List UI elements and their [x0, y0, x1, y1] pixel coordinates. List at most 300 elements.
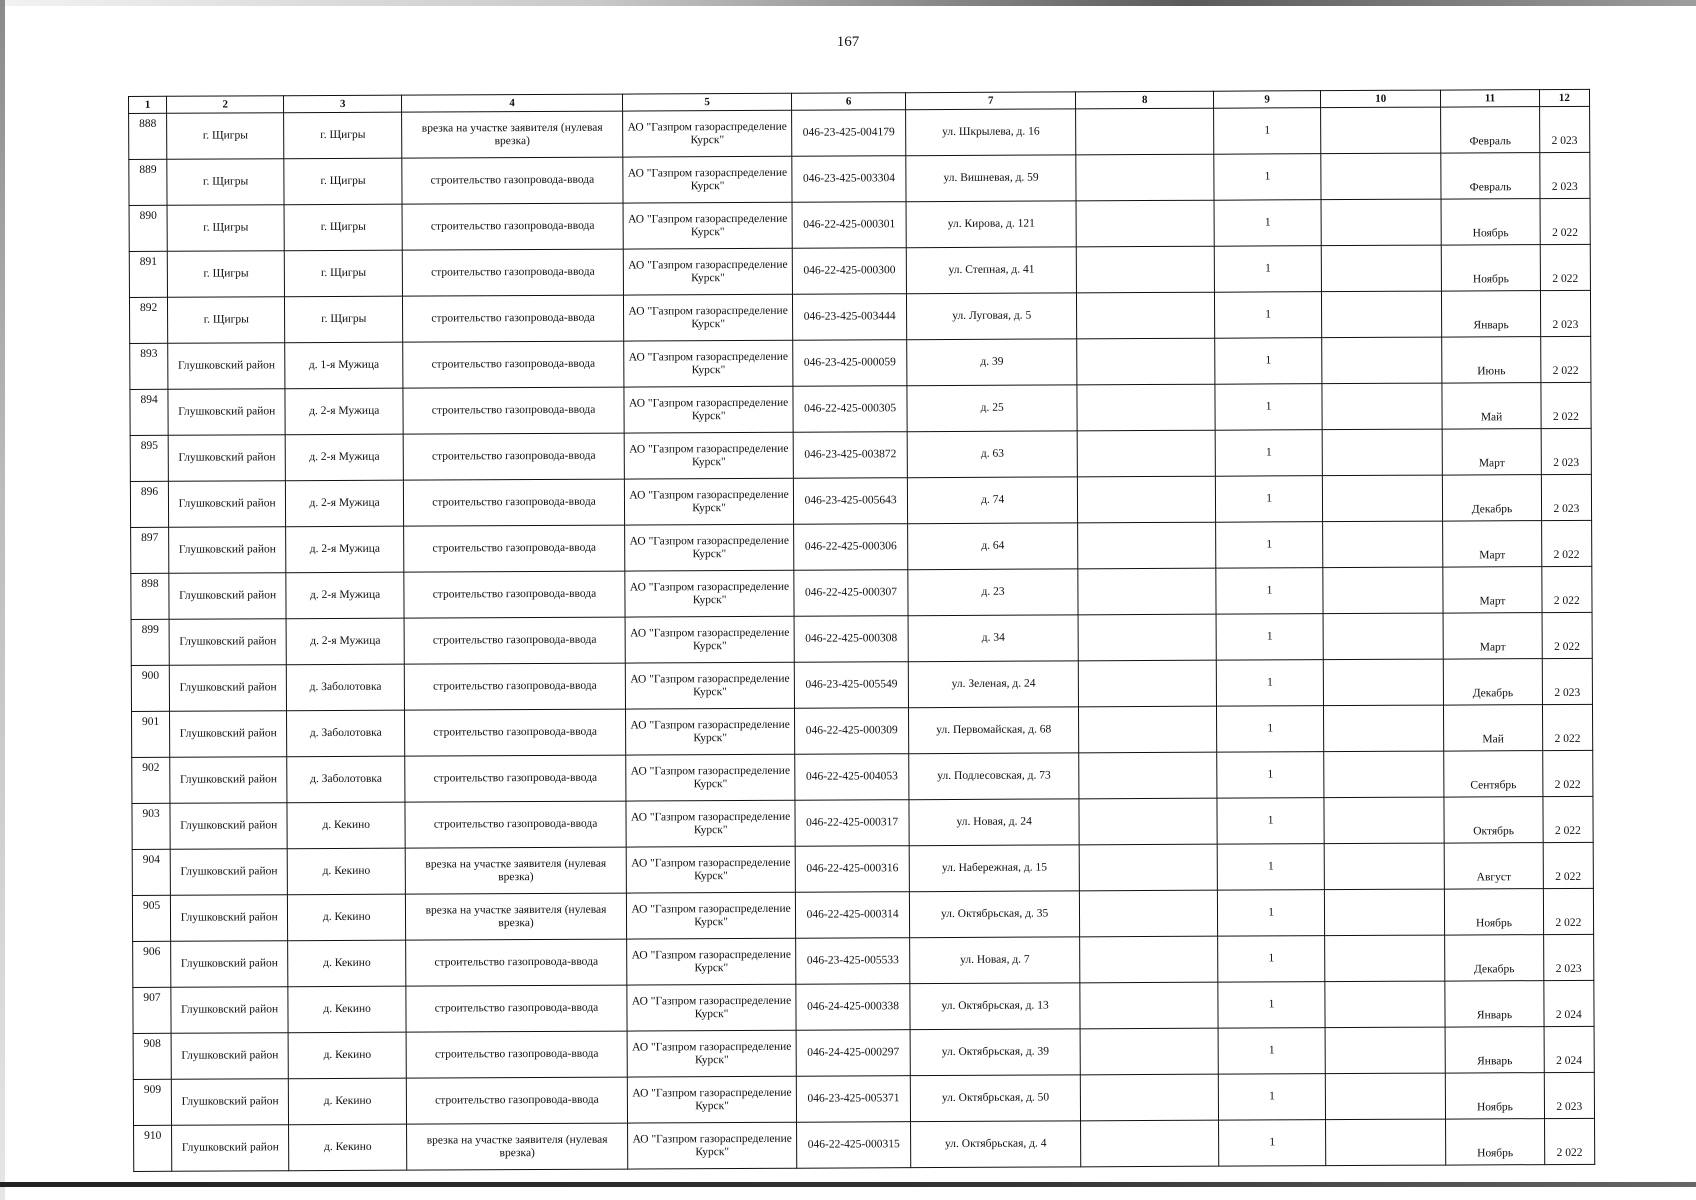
column-8-cell — [1080, 982, 1218, 1029]
organization-cell: АО "Газпром газораспределение Курск" — [625, 570, 795, 617]
work-type-cell: строительство газопровода-ввода — [403, 295, 624, 342]
organization-cell: АО "Газпром газораспределение Курск" — [627, 1122, 797, 1169]
column-10-cell — [1322, 291, 1442, 338]
month-cell: Ноябрь — [1441, 199, 1540, 245]
quantity-cell: 1 — [1216, 614, 1323, 661]
quantity-cell: 1 — [1215, 476, 1322, 523]
year-cell: 2 022 — [1543, 888, 1594, 934]
column-10-cell — [1321, 245, 1441, 292]
scan-edge-left — [0, 0, 5, 1200]
address-cell: ул. Первомайская, д. 68 — [908, 707, 1079, 754]
quantity-cell: 1 — [1217, 752, 1324, 799]
locality-cell: д. 2-я Мужица — [286, 618, 404, 665]
column-header-1: 1 — [129, 96, 167, 113]
locality-cell: д. 2-я Мужица — [285, 434, 403, 481]
locality-cell: д. Кекино — [287, 802, 405, 849]
organization-cell: АО "Газпром газораспределение Курск" — [625, 616, 795, 663]
column-header-3: 3 — [284, 95, 402, 113]
year-cell: 2 022 — [1540, 244, 1591, 290]
year-cell: 2 023 — [1539, 152, 1590, 198]
row-number-cell: 908 — [133, 1033, 171, 1079]
object-code-cell: 046-23-425-004179 — [792, 110, 906, 157]
locality-cell: д. Кекино — [288, 894, 406, 941]
month-cell: Ноябрь — [1446, 1073, 1545, 1119]
year-cell: 2 022 — [1543, 796, 1594, 842]
object-code-cell: 046-23-425-003304 — [792, 156, 906, 203]
quantity-cell: 1 — [1214, 108, 1321, 155]
row-number-cell: 892 — [129, 297, 167, 343]
locality-cell: д. 2-я Мужица — [285, 388, 403, 435]
quantity-cell: 1 — [1217, 890, 1324, 937]
table-row — [132, 796, 1593, 849]
district-cell: Глушковский район — [169, 527, 286, 574]
organization-cell: АО "Газпром газораспределение Курск" — [625, 708, 795, 755]
address-cell: ул. Вишневая, д. 59 — [906, 155, 1077, 202]
quantity-cell: 1 — [1217, 844, 1324, 891]
column-8-cell — [1078, 430, 1216, 477]
address-cell: ул. Новая, д. 7 — [910, 937, 1081, 984]
district-cell: Глушковский район — [172, 1079, 289, 1126]
row-number-cell: 899 — [131, 619, 169, 665]
quantity-cell: 1 — [1215, 338, 1322, 385]
work-type-cell: врезка на участке заявителя (нулевая врезка) — [407, 1123, 628, 1170]
organization-cell: АО "Газпром газораспределение Курск" — [624, 432, 794, 479]
year-cell: 2 022 — [1540, 336, 1591, 382]
row-number-cell: 893 — [130, 343, 168, 389]
work-type-cell: строительство газопровода-ввода — [404, 479, 625, 526]
district-cell: Глушковский район — [169, 481, 286, 528]
address-cell: д. 39 — [907, 339, 1078, 386]
row-number-cell: 904 — [132, 849, 170, 895]
address-cell: ул. Новая, д. 24 — [909, 799, 1080, 846]
column-8-cell — [1077, 384, 1215, 431]
column-10-cell — [1324, 705, 1444, 752]
row-number-cell: 906 — [133, 941, 171, 987]
column-10-cell — [1321, 199, 1441, 246]
column-8-cell — [1079, 706, 1217, 753]
locality-cell: д. Кекино — [288, 986, 406, 1033]
column-10-cell — [1323, 659, 1443, 706]
address-cell: ул. Луговая, д. 5 — [906, 293, 1077, 340]
month-cell: Сентябрь — [1444, 751, 1543, 797]
year-cell: 2 022 — [1544, 1118, 1595, 1164]
quantity-cell: 1 — [1215, 292, 1322, 339]
address-cell: ул. Октябрьская, д. 50 — [910, 1075, 1081, 1122]
work-type-cell: строительство газопровода-ввода — [404, 525, 625, 572]
work-type-cell: строительство газопровода-ввода — [404, 571, 625, 618]
column-header-8: 8 — [1076, 91, 1214, 109]
object-code-cell: 046-23-425-000059 — [793, 340, 907, 387]
column-header-9: 9 — [1214, 91, 1321, 109]
quantity-cell: 1 — [1216, 568, 1323, 615]
object-code-cell: 046-22-425-000309 — [795, 708, 909, 755]
column-8-cell — [1077, 246, 1215, 293]
work-type-cell: строительство газопровода-ввода — [406, 1031, 627, 1078]
row-number-cell: 902 — [132, 757, 170, 803]
table-row — [129, 198, 1590, 251]
column-8-cell — [1078, 568, 1216, 615]
column-header-12: 12 — [1539, 89, 1589, 106]
object-code-cell: 046-23-425-005643 — [794, 478, 908, 525]
column-10-cell — [1322, 429, 1442, 476]
locality-cell: д. Кекино — [288, 940, 406, 987]
month-cell: Январь — [1445, 981, 1544, 1027]
table-row — [129, 290, 1590, 343]
year-cell: 2 022 — [1543, 842, 1594, 888]
month-cell: Февраль — [1441, 107, 1540, 153]
scan-edge-top — [0, 0, 1696, 6]
organization-cell: АО "Газпром газораспределение Курск" — [623, 294, 793, 341]
row-number-cell: 891 — [129, 251, 167, 297]
column-header-7: 7 — [905, 92, 1076, 110]
organization-cell: АО "Газпром газораспределение Курск" — [624, 340, 794, 387]
column-10-cell — [1325, 1027, 1445, 1074]
address-cell: ул. Октябрьская, д. 39 — [910, 1029, 1081, 1076]
district-cell: Глушковский район — [170, 665, 287, 712]
table-row — [133, 1072, 1594, 1125]
organization-cell: АО "Газпром газораспределение Курск" — [627, 938, 797, 985]
column-10-cell — [1323, 521, 1443, 568]
organization-cell: АО "Газпром газораспределение Курск" — [626, 892, 796, 939]
locality-cell: д. Заболотовка — [287, 756, 405, 803]
month-cell: Октябрь — [1444, 797, 1543, 843]
object-code-cell: 046-24-425-000297 — [796, 1030, 910, 1077]
address-cell: ул. Степная, д. 41 — [906, 247, 1077, 294]
column-header-5: 5 — [622, 93, 791, 111]
table-row — [129, 244, 1590, 297]
district-cell: Глушковский район — [168, 435, 285, 482]
quantity-cell: 1 — [1217, 706, 1324, 753]
address-cell: ул. Шкрылева, д. 16 — [905, 109, 1076, 156]
column-8-cell — [1079, 660, 1217, 707]
district-cell: Глушковский район — [171, 895, 288, 942]
district-cell: Глушковский район — [171, 941, 288, 988]
work-type-cell: строительство газопровода-ввода — [402, 203, 623, 250]
district-cell: Глушковский район — [170, 711, 287, 758]
month-cell: Март — [1443, 521, 1542, 567]
address-cell: ул. Набережная, д. 15 — [909, 845, 1080, 892]
work-type-cell: строительство газопровода-ввода — [405, 801, 626, 848]
work-type-cell: строительство газопровода-ввода — [404, 617, 625, 664]
column-8-cell — [1080, 890, 1218, 937]
row-number-cell: 910 — [134, 1125, 172, 1171]
organization-cell: АО "Газпром газораспределение Курск" — [625, 524, 795, 571]
locality-cell: д. Кекино — [288, 1032, 406, 1079]
work-type-cell: строительство газопровода-ввода — [404, 663, 625, 710]
column-8-cell — [1080, 936, 1218, 983]
column-8-cell — [1078, 614, 1216, 661]
column-10-cell — [1322, 475, 1442, 522]
quantity-cell: 1 — [1215, 384, 1322, 431]
organization-cell: АО "Газпром газораспределение Курск" — [627, 1076, 797, 1123]
locality-cell: г. Щигры — [284, 204, 402, 251]
column-10-cell — [1323, 567, 1443, 614]
month-cell: Февраль — [1441, 153, 1540, 199]
year-cell: 2 023 — [1541, 474, 1592, 520]
work-type-cell: строительство газопровода-ввода — [402, 157, 623, 204]
locality-cell: г. Щигры — [285, 296, 403, 343]
quantity-cell: 1 — [1214, 246, 1321, 293]
column-8-cell — [1080, 844, 1218, 891]
year-cell: 2 023 — [1544, 1072, 1595, 1118]
column-8-cell — [1078, 476, 1216, 523]
work-type-cell: врезка на участке заявителя (нулевая врезка) — [405, 847, 626, 894]
locality-cell: д. Заболотовка — [286, 664, 404, 711]
work-type-cell: строительство газопровода-ввода — [406, 985, 627, 1032]
column-8-cell — [1078, 522, 1216, 569]
district-cell: г. Щигры — [167, 159, 284, 206]
work-type-cell: строительство газопровода-ввода — [406, 939, 627, 986]
table-row — [129, 106, 1590, 159]
year-cell: 2 022 — [1542, 704, 1593, 750]
object-code-cell: 046-22-425-000316 — [795, 846, 909, 893]
work-type-cell: строительство газопровода-ввода — [402, 249, 623, 296]
work-type-cell: строительство газопровода-ввода — [405, 755, 626, 802]
quantity-cell: 1 — [1218, 1074, 1325, 1121]
object-code-cell: 046-22-425-000307 — [794, 570, 908, 617]
month-cell: Март — [1442, 429, 1541, 475]
address-cell: ул. Октябрьская, д. 13 — [910, 983, 1081, 1030]
table-row — [130, 474, 1591, 527]
column-header-2: 2 — [167, 96, 284, 114]
column-8-cell — [1076, 154, 1214, 201]
locality-cell: д. Заболотовка — [287, 710, 405, 757]
table-row — [131, 566, 1592, 619]
object-code-cell: 046-22-425-000301 — [792, 202, 906, 249]
column-10-cell — [1326, 1119, 1446, 1166]
object-code-cell: 046-23-425-003872 — [793, 432, 907, 479]
year-cell: 2 022 — [1541, 566, 1592, 612]
district-cell: Глушковский район — [168, 343, 285, 390]
column-header-6: 6 — [792, 93, 906, 111]
address-cell: д. 34 — [908, 615, 1079, 662]
year-cell: 2 022 — [1542, 612, 1593, 658]
work-type-cell: строительство газопровода-ввода — [403, 341, 624, 388]
work-type-cell: строительство газопровода-ввода — [403, 433, 624, 480]
quantity-cell: 1 — [1216, 660, 1323, 707]
organization-cell: АО "Газпром газораспределение Курск" — [625, 662, 795, 709]
column-10-cell — [1323, 613, 1443, 660]
organization-cell: АО "Газпром газораспределение Курск" — [623, 202, 793, 249]
month-cell: Ноябрь — [1445, 889, 1544, 935]
row-number-cell: 897 — [131, 527, 169, 573]
table-body — [129, 106, 1595, 1171]
month-cell: Июнь — [1442, 337, 1541, 383]
quantity-cell: 1 — [1214, 154, 1321, 201]
district-cell: г. Щигры — [167, 205, 284, 252]
table-row — [132, 704, 1593, 757]
organization-cell: АО "Газпром газораспределение Курск" — [624, 478, 794, 525]
object-code-cell: 046-22-425-000300 — [793, 248, 907, 295]
locality-cell: г. Щигры — [284, 250, 402, 297]
column-8-cell — [1076, 200, 1214, 247]
quantity-cell: 1 — [1218, 982, 1325, 1029]
table-row — [132, 888, 1593, 941]
column-8-cell — [1080, 1028, 1218, 1075]
district-cell: Глушковский район — [171, 1033, 288, 1080]
column-10-cell — [1325, 889, 1445, 936]
month-cell: Ноябрь — [1446, 1119, 1545, 1165]
month-cell: Декабрь — [1443, 475, 1542, 521]
column-10-cell — [1324, 751, 1444, 798]
object-code-cell: 046-23-425-005533 — [796, 938, 910, 985]
month-cell: Май — [1442, 383, 1541, 429]
district-cell: г. Щигры — [167, 251, 284, 298]
organization-cell: АО "Газпром газораспределение Курск" — [622, 110, 792, 157]
locality-cell: д. 2-я Мужица — [286, 480, 404, 527]
table-row — [129, 152, 1590, 205]
column-8-cell — [1077, 292, 1215, 339]
column-header-4: 4 — [402, 94, 623, 112]
row-number-cell: 895 — [130, 435, 168, 481]
column-8-cell — [1081, 1120, 1219, 1167]
row-number-cell: 907 — [133, 987, 171, 1033]
row-number-cell: 888 — [129, 113, 167, 159]
object-code-cell: 046-22-425-000305 — [793, 386, 907, 433]
column-8-cell — [1081, 1074, 1219, 1121]
table-row — [133, 1026, 1594, 1079]
year-cell: 2 024 — [1544, 1026, 1595, 1072]
organization-cell: АО "Газпром газораспределение Курск" — [626, 754, 796, 801]
year-cell: 2 023 — [1539, 106, 1590, 152]
work-type-cell: строительство газопровода-ввода — [405, 709, 626, 756]
table-row — [130, 428, 1591, 481]
row-number-cell: 909 — [133, 1079, 171, 1125]
row-number-cell: 901 — [132, 711, 170, 757]
column-header-11: 11 — [1441, 90, 1539, 107]
column-10-cell — [1325, 935, 1445, 982]
locality-cell: д. Кекино — [288, 1078, 406, 1125]
organization-cell: АО "Газпром газораспределение Курск" — [624, 386, 794, 433]
row-number-cell: 905 — [132, 895, 170, 941]
locality-cell: д. 1-я Мужица — [285, 342, 403, 389]
locality-cell: д. 2-я Мужица — [286, 572, 404, 619]
object-code-cell: 046-23-425-005371 — [797, 1076, 911, 1123]
column-8-cell — [1079, 752, 1217, 799]
column-10-cell — [1325, 1073, 1445, 1120]
column-10-cell — [1325, 981, 1445, 1028]
year-cell: 2 022 — [1541, 520, 1592, 566]
month-cell: Май — [1444, 705, 1543, 751]
year-cell: 2 022 — [1542, 750, 1593, 796]
column-10-cell — [1321, 153, 1441, 200]
quantity-cell: 1 — [1216, 522, 1323, 569]
year-cell: 2 023 — [1541, 428, 1592, 474]
table-row — [131, 658, 1592, 711]
address-cell: д. 63 — [907, 431, 1078, 478]
row-number-cell: 889 — [129, 159, 167, 205]
address-cell: ул. Зеленая, д. 24 — [908, 661, 1079, 708]
month-cell: Январь — [1445, 1027, 1544, 1073]
work-type-cell: строительство газопровода-ввода — [406, 1077, 627, 1124]
district-cell: Глушковский район — [171, 987, 288, 1034]
address-cell: д. 74 — [907, 477, 1078, 524]
object-code-cell: 046-22-425-004053 — [795, 754, 909, 801]
row-number-cell: 894 — [130, 389, 168, 435]
address-cell: д. 23 — [908, 569, 1079, 616]
locality-cell: г. Щигры — [284, 158, 402, 205]
column-8-cell — [1079, 798, 1217, 845]
quantity-cell: 1 — [1214, 200, 1321, 247]
address-cell: ул. Кирова, д. 121 — [906, 201, 1077, 248]
table-row — [133, 934, 1594, 987]
organization-cell: АО "Газпром газораспределение Курск" — [623, 156, 793, 203]
district-cell: г. Щигры — [168, 297, 285, 344]
district-cell: Глушковский район — [170, 849, 287, 896]
locality-cell: д. 2-я Мужица — [286, 526, 404, 573]
address-cell: ул. Октябрьская, д. 35 — [909, 891, 1080, 938]
register-table — [128, 89, 1595, 1172]
district-cell: Глушковский район — [170, 803, 287, 850]
row-number-cell: 898 — [131, 573, 169, 619]
district-cell: Глушковский район — [168, 389, 285, 436]
row-number-cell: 903 — [132, 803, 170, 849]
locality-cell: д. Кекино — [287, 848, 405, 895]
district-cell: г. Щигры — [167, 113, 284, 160]
district-cell: Глушковский район — [170, 757, 287, 804]
row-number-cell: 896 — [130, 481, 168, 527]
object-code-cell: 046-22-425-000308 — [794, 616, 908, 663]
organization-cell: АО "Газпром газораспределение Курск" — [623, 248, 793, 295]
year-cell: 2 023 — [1540, 290, 1591, 336]
district-cell: Глушковский район — [169, 573, 286, 620]
scan-edge-bottom — [0, 1182, 1696, 1187]
table-row — [134, 1118, 1595, 1171]
column-10-cell — [1322, 337, 1442, 384]
month-cell: Ноябрь — [1442, 245, 1541, 291]
work-type-cell: врезка на участке заявителя (нулевая врезка) — [406, 893, 627, 940]
quantity-cell: 1 — [1215, 430, 1322, 477]
district-cell: Глушковский район — [169, 619, 286, 666]
address-cell: ул. Октябрьская, д. 4 — [910, 1121, 1081, 1168]
quantity-cell: 1 — [1218, 936, 1325, 983]
table-row — [130, 336, 1591, 389]
organization-cell: АО "Газпром газораспределение Курск" — [627, 984, 797, 1031]
quantity-cell: 1 — [1219, 1120, 1326, 1167]
year-cell: 2 022 — [1541, 382, 1592, 428]
month-cell: Август — [1444, 843, 1543, 889]
table-row — [133, 980, 1594, 1033]
object-code-cell: 046-22-425-000317 — [795, 800, 909, 847]
table-row — [132, 842, 1593, 895]
object-code-cell: 046-22-425-000306 — [794, 524, 908, 571]
table-row — [132, 750, 1593, 803]
page-number: 167 — [836, 34, 860, 50]
table-row — [130, 382, 1591, 435]
year-cell: 2 023 — [1542, 658, 1593, 704]
row-number-cell: 890 — [129, 205, 167, 251]
organization-cell: АО "Газпром газораспределение Курск" — [626, 846, 796, 893]
table-row — [131, 612, 1592, 665]
column-10-cell — [1324, 797, 1444, 844]
year-cell: 2 022 — [1540, 198, 1591, 244]
object-code-cell: 046-24-425-000338 — [796, 984, 910, 1031]
address-cell: д. 25 — [907, 385, 1078, 432]
column-10-cell — [1322, 383, 1442, 430]
column-header-10: 10 — [1321, 90, 1441, 108]
object-code-cell: 046-22-425-000314 — [796, 892, 910, 939]
year-cell: 2 023 — [1543, 934, 1594, 980]
object-code-cell: 046-22-425-000315 — [797, 1122, 911, 1169]
object-code-cell: 046-23-425-005549 — [795, 662, 909, 709]
quantity-cell: 1 — [1218, 1028, 1325, 1075]
address-cell: ул. Подлесовская, д. 73 — [909, 753, 1080, 800]
locality-cell: д. Кекино — [289, 1124, 407, 1171]
column-8-cell — [1076, 108, 1214, 155]
district-cell: Глушковский район — [172, 1125, 289, 1172]
month-cell: Декабрь — [1445, 935, 1544, 981]
column-10-cell — [1324, 843, 1444, 890]
